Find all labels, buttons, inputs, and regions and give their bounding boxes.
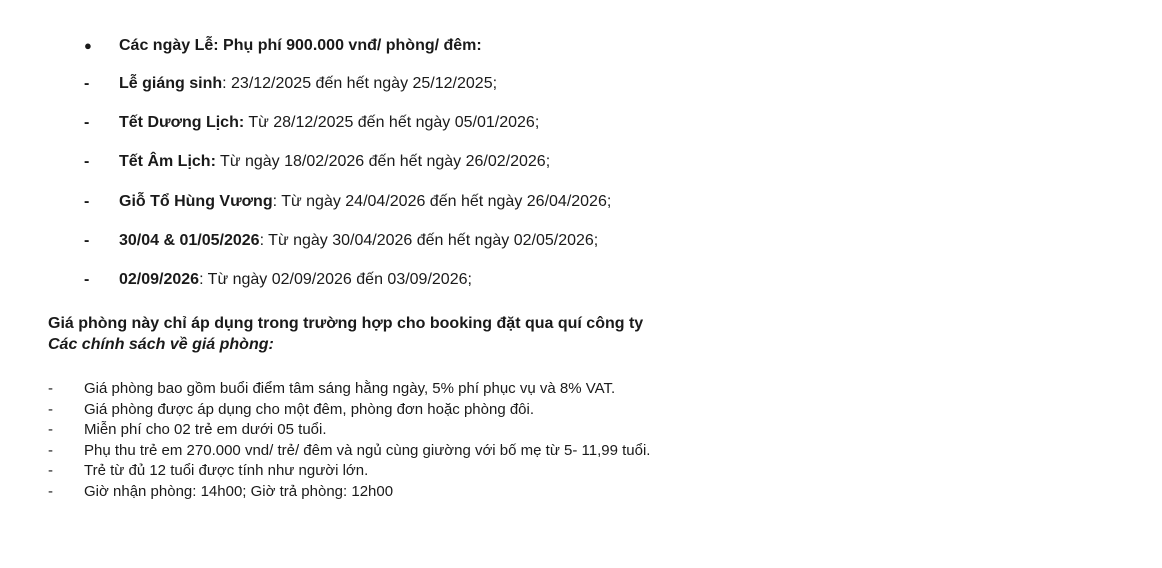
booking-note-section (48, 313, 643, 355)
policy-item (0, 400, 1162, 421)
holiday-dates: Từ 28/12/2025 đến hết ngày 05/01/2026; (244, 114, 540, 131)
dash-marker: - (48, 400, 53, 418)
policy-item (0, 461, 1162, 482)
dash-marker: - (48, 482, 53, 500)
holiday-label: Tết Dương Lịch: (119, 114, 245, 131)
holiday-dates: : Từ ngày 24/04/2026 đến hết ngày 26/04/2026; (272, 193, 612, 210)
policy-heading: Các chính sách về giá phòng: (48, 336, 274, 353)
dash-marker: - (84, 153, 90, 170)
holiday-dates: : 23/12/2025 đến hết ngày 25/12/2025; (222, 75, 498, 92)
policy-text: Trẻ từ đủ 12 tuổi được tính như người lớn. (84, 462, 369, 479)
holiday-heading-text: Các ngày Lễ: Phụ phí 900.000 vnđ/ phòng/ đêm: (119, 37, 482, 54)
dash-marker: - (48, 462, 53, 479)
holiday-dates: : Từ ngày 30/04/2026 đến hết ngày 02/05/2026; (259, 232, 599, 249)
dash-marker: - (84, 75, 90, 92)
holiday-label: Giỗ Tổ Hùng Vương (119, 193, 273, 210)
holiday-dates: Từ ngày 18/02/2026 đến hết ngày 26/02/2026; (215, 153, 551, 170)
holiday-label: 30/04 & 01/05/2026 (119, 232, 260, 249)
dash-marker: - (48, 421, 53, 438)
policy-item (0, 379, 1162, 400)
holiday-label: Lễ giáng sinh (119, 75, 223, 92)
dash-marker: - (84, 232, 90, 249)
bullet-icon: ● (84, 38, 92, 53)
dash-marker: - (84, 271, 90, 288)
booking-note: Giá phòng này chỉ áp dụng trong trường hợp cho booking đặt qua quí công ty (48, 315, 644, 332)
policy-item (0, 441, 1162, 462)
policy-text: Phụ thu trẻ em 270.000 vnd/ trẻ/ đêm và ngủ cùng giường với bố mẹ từ 5- 11,99 tuổi. (84, 441, 651, 459)
holiday-dates: : Từ ngày 02/09/2026 đến 03/09/2026; (199, 271, 472, 288)
policy-text: Miễn phí cho 02 trẻ em dưới 05 tuổi. (84, 421, 327, 438)
dash-marker: - (84, 193, 90, 210)
dash-marker: - (48, 380, 53, 397)
dash-marker: - (48, 441, 53, 459)
room-rate-policy-list (0, 379, 1162, 502)
policy-item (0, 482, 1162, 503)
policy-text: Giá phòng được áp dụng cho một đêm, phòng đơn hoặc phòng đôi. (84, 400, 535, 418)
holiday-label: 02/09/2026 (119, 271, 200, 288)
policy-text: Giờ nhận phòng: 14h00; Giờ trả phòng: 12h00 (84, 482, 394, 500)
policy-item (0, 420, 1162, 441)
dash-marker: - (84, 114, 90, 131)
policy-text: Giá phòng bao gồm buổi điểm tâm sáng hằng ngày, 5% phí phục vụ và 8% VAT. (84, 380, 616, 397)
holiday-label: Tết Âm Lịch: (119, 153, 216, 170)
